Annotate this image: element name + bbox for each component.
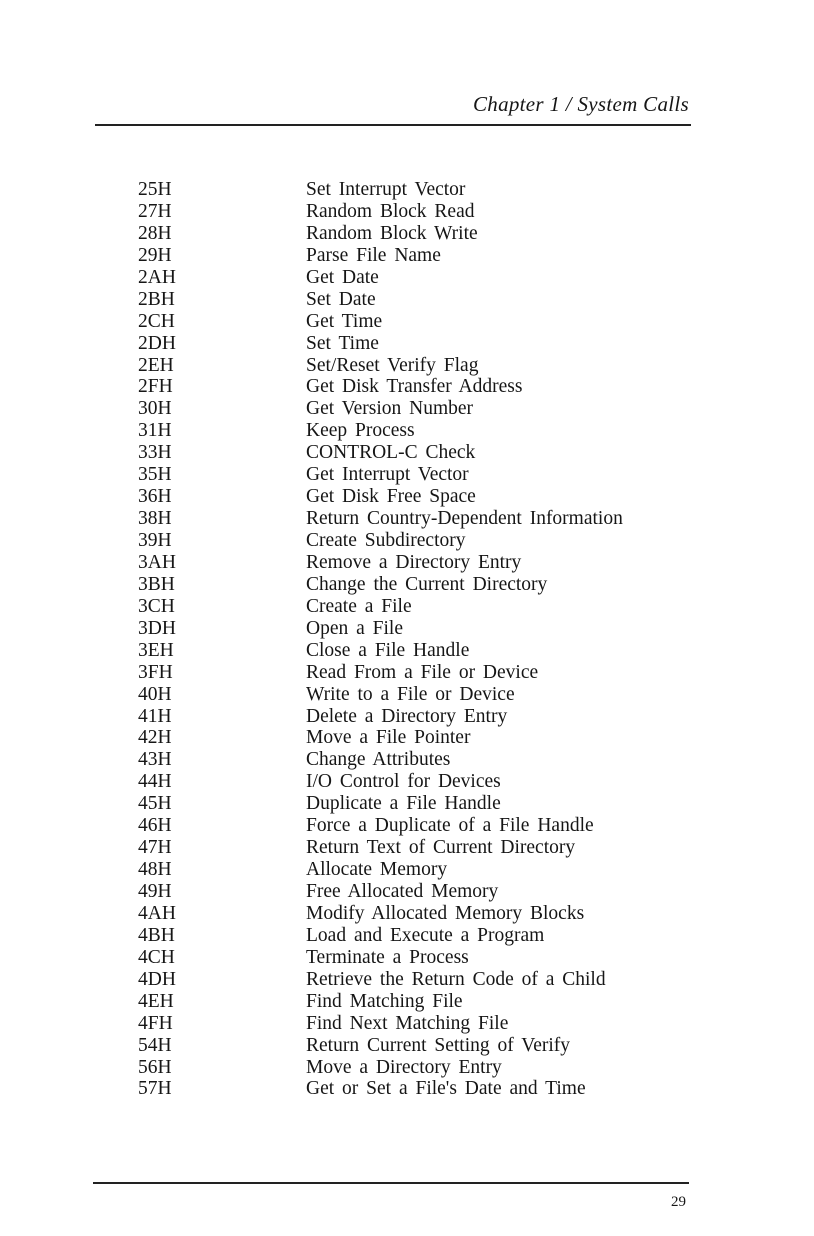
function-code: 3BH: [138, 573, 175, 595]
function-code: 40H: [138, 683, 172, 705]
function-name: Remove a Directory Entry: [306, 551, 522, 573]
function-name: Return Text of Current Directory: [306, 837, 576, 859]
table-row: [138, 684, 698, 706]
table-row: [138, 771, 698, 793]
table-row: [138, 420, 698, 442]
table-row: [138, 552, 698, 574]
table-row: [138, 201, 698, 223]
function-code: 4CH: [138, 946, 175, 968]
function-code: 35H: [138, 464, 172, 486]
function-name: Get Interrupt Vector: [306, 464, 469, 486]
function-code: 33H: [138, 442, 172, 464]
function-name: Free Allocated Memory: [306, 881, 499, 902]
function-code: 4AH: [138, 902, 176, 924]
function-code: 41H: [138, 705, 172, 727]
running-head: Chapter 1 / System Calls: [472, 92, 689, 116]
function-name: Keep Process: [306, 420, 415, 442]
function-code: 44H: [138, 771, 172, 793]
table-row: [138, 289, 698, 311]
table-row: [138, 815, 698, 837]
table-row: [138, 486, 698, 508]
table-row: [138, 530, 698, 552]
function-code: 42H: [138, 727, 172, 749]
table-row: [138, 991, 698, 1013]
header-rule: [95, 124, 691, 126]
function-name: I/O Control for Devices: [306, 771, 501, 793]
function-name: Set Time: [306, 332, 379, 354]
table-row: [138, 947, 698, 969]
table-row: [138, 311, 698, 333]
function-name: Close a File Handle: [306, 639, 470, 661]
function-name: Create a File: [306, 595, 412, 617]
table-row: [138, 223, 698, 245]
table-row: [138, 464, 698, 486]
function-name: Delete a Directory Entry: [306, 705, 508, 727]
page-number: 29: [671, 1194, 686, 1210]
footer-rule: [93, 1182, 689, 1184]
function-name: Get Disk Transfer Address: [306, 376, 523, 398]
function-code: 4BH: [138, 924, 175, 946]
function-name: Find Matching File: [306, 990, 463, 1012]
function-name: Read From a File or Device: [306, 661, 539, 683]
function-code: 31H: [138, 420, 172, 442]
table-row: [138, 881, 698, 903]
table-row: [138, 969, 698, 991]
table-row: [138, 596, 698, 618]
function-name: Get Disk Free Space: [306, 486, 476, 508]
function-name: Set Interrupt Vector: [306, 179, 466, 200]
function-code: 2CH: [138, 310, 175, 332]
function-name: Parse File Name: [306, 244, 441, 266]
table-row: [138, 398, 698, 420]
function-name: Return Country-Dependent Information: [306, 508, 623, 530]
table-row: [138, 640, 698, 662]
function-code: 4DH: [138, 968, 176, 990]
table-row: [138, 376, 698, 398]
table-row: [138, 179, 698, 201]
function-name: Duplicate a File Handle: [306, 793, 501, 815]
table-row: [138, 662, 698, 684]
function-code: 2EH: [138, 354, 174, 376]
function-code: 30H: [138, 398, 172, 420]
system-calls-table: [138, 179, 698, 1100]
function-code: 2BH: [138, 288, 175, 310]
table-row: [138, 508, 698, 530]
function-name: Change the Current Directory: [306, 573, 548, 595]
function-code: 48H: [138, 859, 172, 881]
table-row: [138, 903, 698, 925]
table-row: [138, 355, 698, 377]
table-row: [138, 1013, 698, 1035]
table-row: [138, 1078, 698, 1100]
function-code: 49H: [138, 881, 172, 902]
function-name: Create Subdirectory: [306, 530, 466, 551]
function-name: Write to a File or Device: [306, 683, 515, 705]
function-code: 4FH: [138, 1012, 173, 1034]
function-code: 27H: [138, 200, 172, 222]
function-code: 54H: [138, 1034, 172, 1056]
function-code: 3AH: [138, 551, 176, 573]
table-row: [138, 574, 698, 596]
function-name: Get or Set a File's Date and Time: [306, 1078, 586, 1100]
table-row: [138, 618, 698, 640]
function-name: Move a File Pointer: [306, 727, 471, 749]
table-row: [138, 727, 698, 749]
function-name: Allocate Memory: [306, 859, 448, 881]
function-name: Get Version Number: [306, 398, 474, 420]
table-row: [138, 859, 698, 881]
function-code: 45H: [138, 793, 172, 815]
function-code: 36H: [138, 486, 172, 508]
table-row: [138, 442, 698, 464]
function-code: 47H: [138, 837, 172, 859]
function-name: Random Block Read: [306, 200, 475, 222]
function-name: Open a File: [306, 617, 403, 639]
function-name: Force a Duplicate of a File Handle: [306, 815, 594, 837]
table-row: [138, 706, 698, 728]
function-name: Set/Reset Verify Flag: [306, 354, 479, 376]
table-row: [138, 333, 698, 355]
function-name: Terminate a Process: [306, 946, 469, 968]
function-code: 56H: [138, 1056, 172, 1078]
table-row: [138, 1035, 698, 1057]
function-name: Modify Allocated Memory Blocks: [306, 902, 585, 924]
function-code: 2FH: [138, 376, 173, 398]
function-name: Set Date: [306, 288, 376, 310]
function-name: Find Next Matching File: [306, 1012, 509, 1034]
function-name: Get Time: [306, 310, 383, 332]
function-code: 46H: [138, 815, 172, 837]
function-code: 39H: [138, 530, 172, 551]
function-code: 3DH: [138, 617, 176, 639]
function-code: 43H: [138, 749, 172, 771]
function-code: 2DH: [138, 332, 176, 354]
function-name: Random Block Write: [306, 222, 478, 244]
function-name: Change Attributes: [306, 749, 451, 771]
function-code: 25H: [138, 179, 172, 200]
function-name: Load and Execute a Program: [306, 924, 545, 946]
function-code: 3EH: [138, 639, 174, 661]
function-name: Get Date: [306, 266, 379, 288]
function-code: 38H: [138, 508, 172, 530]
function-code: 28H: [138, 222, 172, 244]
table-row: [138, 793, 698, 815]
table-row: [138, 1057, 698, 1079]
table-row: [138, 267, 698, 289]
table-row: [138, 749, 698, 771]
function-code: 2AH: [138, 266, 176, 288]
function-name: Retrieve the Return Code of a Child: [306, 968, 606, 990]
table-row: [138, 245, 698, 267]
function-code: 29H: [138, 244, 172, 266]
function-name: CONTROL-C Check: [306, 442, 476, 464]
function-name: Move a Directory Entry: [306, 1056, 502, 1078]
function-name: Return Current Setting of Verify: [306, 1034, 571, 1056]
function-code: 3CH: [138, 595, 175, 617]
table-row: [138, 837, 698, 859]
table-row: [138, 925, 698, 947]
function-code: 3FH: [138, 661, 173, 683]
function-code: 4EH: [138, 990, 174, 1012]
function-code: 57H: [138, 1078, 172, 1100]
